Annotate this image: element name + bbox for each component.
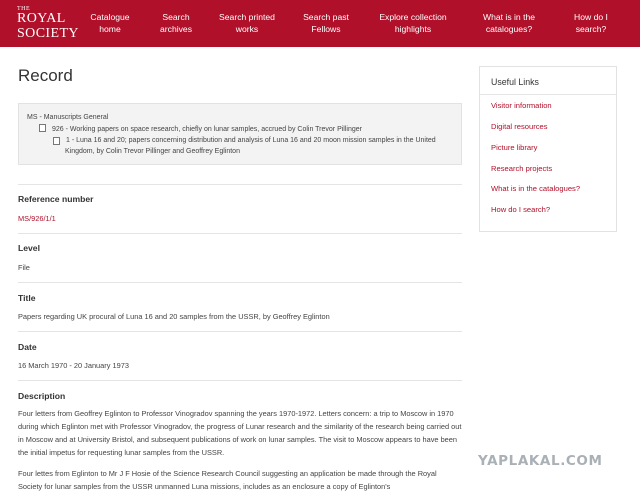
description-label: Description xyxy=(18,391,66,401)
nav-label-line1: Search xyxy=(162,12,190,22)
document-icon xyxy=(53,137,60,145)
tree-root-item[interactable]: MS - Manuscripts General xyxy=(27,114,109,121)
nav-label-line1: Explore collection xyxy=(379,12,447,22)
tree-level1-label: 926 - Working papers on space research, chiefly on lunar samples, accrued by Colin Trevor Pillinger xyxy=(52,126,362,133)
description-paragraph-2: Four lettes from Eglinton to Mr J F Hosie of the Science Research Council suggesting an application be made through the Royal Society for lunar samples from the USSR unmanned Luna missions, includes as an enclosure a copy of Eglinton's xyxy=(18,469,437,491)
nav-label-line2: Fellows xyxy=(311,24,341,34)
tree-level2-label: 1 - Luna 16 and 20; papers concerning distribution and analysis of Luna 16 and 20 moon mission samples in the United Kingdom, by Colin Trevor Pillinger and Geoffrey Eglinton xyxy=(65,137,436,155)
reference-number-link[interactable]: MS/926/1/1 xyxy=(18,214,56,223)
nav-search-past-fellows[interactable] xyxy=(297,11,355,35)
link-visitor-information[interactable]: Visitor information xyxy=(491,101,552,110)
date-value: 16 March 1970 - 20 January 1973 xyxy=(18,361,129,370)
nav-what-is-in-catalogues[interactable] xyxy=(474,11,544,35)
royal-society-logo[interactable] xyxy=(17,6,77,42)
nav-label-line1: How do I xyxy=(574,12,608,22)
useful-links-title: Useful Links xyxy=(491,77,539,87)
divider xyxy=(18,331,462,332)
nav-label-line1: Search printed xyxy=(219,12,275,22)
link-digital-resources[interactable]: Digital resources xyxy=(491,122,548,131)
link-how-do-i-search[interactable]: How do I search? xyxy=(491,205,551,214)
nav-label-line2: highlights xyxy=(394,24,432,34)
logo-the: THE xyxy=(17,6,31,12)
useful-links-panel xyxy=(479,66,617,232)
title-label: Title xyxy=(18,293,36,303)
logo-society: SOCIETY xyxy=(17,26,79,41)
tree-level1-item[interactable] xyxy=(39,124,459,135)
nav-label-line1: Catalogue xyxy=(90,12,130,22)
link-what-is-in-catalogues[interactable]: What is in the catalogues? xyxy=(491,184,581,193)
description-paragraph-1: Four letters from Geoffrey Eglinton to Professor Vinogradov spanning the years 1970-1972. Letters concern: a trip to Moscow in 1970 during which Eglinton met with Professor Vinogradov, the progress of Lunar research and the similarity of the research being carried out in Moscow and at University Bristol, and subsequent publications of work on lunar samples. The visit to Moscow appears to have been the initial impetus for requesting lunar samples from the USSR. xyxy=(18,409,462,457)
nav-label-line2: archives xyxy=(160,24,192,34)
divider xyxy=(18,380,462,381)
level-value: File xyxy=(18,263,30,272)
nav-label-line2: works xyxy=(235,24,259,34)
tree-level2-item[interactable] xyxy=(53,135,458,157)
hierarchy-tree xyxy=(18,103,462,165)
divider xyxy=(18,282,462,283)
reference-number-label: Reference number xyxy=(18,194,94,204)
divider xyxy=(18,184,462,185)
link-picture-library[interactable]: Picture library xyxy=(491,143,538,152)
divider xyxy=(480,94,616,95)
level-label: Level xyxy=(18,243,40,253)
document-icon xyxy=(39,124,46,132)
nav-label-line2: search? xyxy=(575,24,607,34)
nav-explore-collection-highlights[interactable] xyxy=(372,11,454,35)
divider xyxy=(18,233,462,234)
logo-royal: ROYAL xyxy=(17,11,66,26)
nav-search-printed-works[interactable] xyxy=(214,11,280,35)
nav-label-line1: What is in the xyxy=(482,12,536,22)
link-research-projects[interactable]: Research projects xyxy=(491,164,553,173)
date-label: Date xyxy=(18,342,37,352)
title-value: Papers regarding UK procural of Luna 16 and 20 samples from the USSR, by Geoffrey Eglinton xyxy=(18,312,330,321)
top-navigation-bar xyxy=(0,0,640,47)
nav-label-line2: catalogues? xyxy=(485,24,533,34)
nav-label-line2: home xyxy=(99,24,121,34)
watermark-text: YAPLAKAL.COM xyxy=(478,453,603,469)
nav-how-do-i-search[interactable] xyxy=(565,11,617,35)
nav-catalogue-home[interactable] xyxy=(86,11,134,35)
page-title: Record xyxy=(18,66,73,85)
nav-label-line1: Search past xyxy=(303,12,349,22)
nav-search-archives[interactable] xyxy=(152,11,200,35)
